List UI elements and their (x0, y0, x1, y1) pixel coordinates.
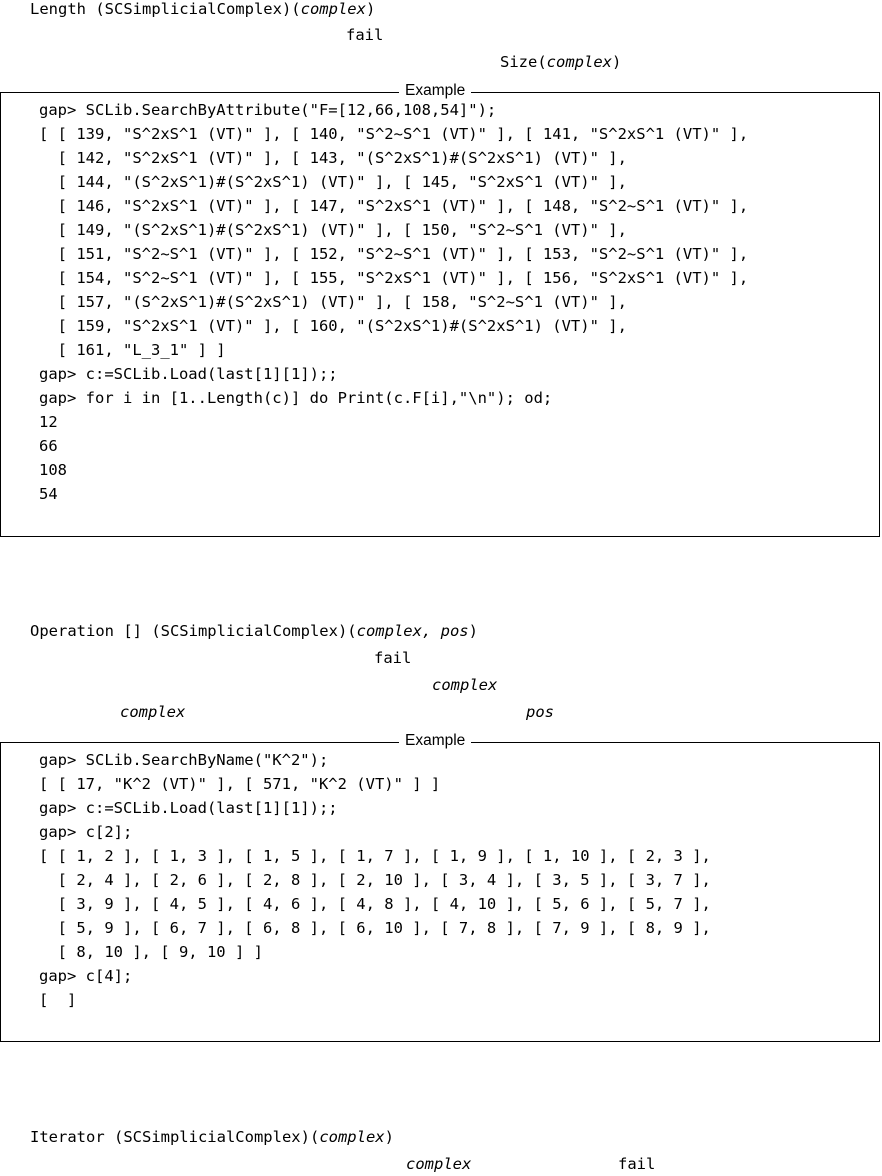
example-box-1 (0, 82, 880, 537)
section1-size-fragment: Size(complex) (500, 53, 622, 71)
section2-complex-fragment-1: complex (432, 676, 498, 694)
section2-heading: Operation [] (SCSimplicialComplex)(complex, pos) (30, 622, 478, 640)
section3-heading: Iterator (SCSimplicialComplex)(complex) (30, 1128, 394, 1146)
example-code-1: gap> SCLib.SearchByAttribute("F=[12,66,108,54]"); [ [ 139, "S^2xS^1 (VT)" ], [ 140, "S^2~S^1 (VT)" ], [ 141, "S^2xS^1 (VT)" ], [ 142, "S^2xS^1 (VT)" ], [ 143, "(S^2xS^1)#(S^2xS^1) (VT)" ], [ 144, "(S^2xS^1)#(S^2xS^1) (VT)" ], [ 145, "S^2xS^1 (VT)" ], [ 146, "S^2xS^1 (VT)" ], [ 147, "S^2xS^1 (VT)" ], [ 148, "S^2~S^1 (VT)" ], [ 149, "(S^2xS^1)#(S^2xS^1) (VT)" ], [ 150, "S^2~S^1 (VT)" ], [ 151, "S^2~S^1 (VT)" ], [ 152, "S^2~S^1 (VT)" ], [ 153, "S^2~S^1 (VT)" ], [ 154, "S^2~S^1 (VT)" ], [ 155, "S^2xS^1 (VT)" ], [ 156, "S^2xS^1 (VT)" ], [ 157, "(S^2xS^1)#(S^2xS^1) (VT)" ], [ 158, "S^2~S^1 (VT)" ], [ 159, "S^2xS^1 (VT)" ], [ 160, "(S^2xS^1)#(S^2xS^1) (VT)" ], [ 161, "L_3_1" ] ] gap> c:=SCLib.Load(last[1][1]);; gap> for i in [1..Length(c)] do Print(c.F[i],"\n"); od; 12 66 108 54 (39, 101, 749, 503)
section1-size-arg: complex (546, 53, 612, 71)
example-box-2 (0, 732, 880, 1042)
example-label-2: Example (399, 733, 471, 749)
section1-heading: Length (SCSimplicialComplex)(complex) (30, 0, 376, 18)
section2-heading-name: Operation [] (SCSimplicialComplex) (30, 622, 348, 640)
section3-fail-fragment: fail (618, 1155, 656, 1173)
section2-heading-arg: complex, pos (356, 622, 469, 640)
example-label-1: Example (399, 83, 471, 99)
section2-pos-fragment: pos (526, 703, 554, 721)
section2-fail-fragment: fail (374, 649, 412, 667)
section2-complex-fragment-2: complex (120, 703, 186, 721)
section3-heading-arg: complex (319, 1128, 385, 1146)
section1-heading-arg: complex (300, 0, 366, 18)
example-code-2: gap> SCLib.SearchByName("K^2"); [ [ 17, "K^2 (VT)" ], [ 571, "K^2 (VT)" ] ] gap> c:=SCLib.Load(last[1][1]);; gap> c[2]; [ [ 1, 2 ], [ 1, 3 ], [ 1, 5 ], [ 1, 7 ], [ 1, 9 ], [ 1, 10 ], [ 2, 3 ], [ 2, 4 ], [ 2, 6 ], [ 2, 8 ], [ 2, 10 ], [ 3, 4 ], [ 3, 5 ], [ 3, 7 ], [ 3, 9 ], [ 4, 5 ], [ 4, 6 ], [ 4, 8 ], [ 4, 10 ], [ 5, 6 ], [ 5, 7 ], [ 5, 9 ], [ 6, 7 ], [ 6, 8 ], [ 6, 10 ], [ 7, 8 ], [ 7, 9 ], [ 8, 9 ], [ 8, 10 ], [ 9, 10 ] ] gap> c[4]; [ ] (39, 751, 711, 1009)
section1-fail-fragment: fail (346, 26, 384, 44)
section3-heading-name: Iterator (SCSimplicialComplex) (30, 1128, 310, 1146)
section3-complex-fragment: complex (406, 1155, 472, 1173)
section1-heading-name: Length (SCSimplicialComplex) (30, 0, 292, 18)
